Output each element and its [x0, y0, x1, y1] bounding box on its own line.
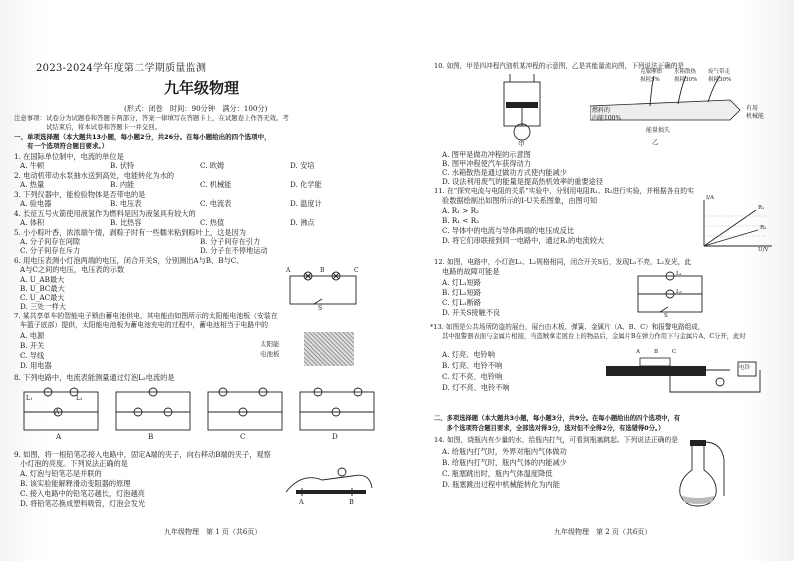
q10-loss-2: 水箱散热 — [674, 69, 697, 75]
q4-option-d[interactable]: D. 沸点 — [290, 218, 315, 227]
q13-stem: *13. 如图是公共场所防盗的展台，展台由木板、弹簧、金属片（A、B、C）和报警电路组成， — [430, 323, 705, 331]
exam-title: 2023-2024学年度第二学期质量监测 — [36, 63, 207, 74]
q11-r2-label: R₂ — [760, 225, 767, 231]
solar-label-2: 电池板 — [260, 350, 280, 358]
q12-option-a[interactable]: A. 灯L₁短路 — [442, 278, 481, 287]
q8-label-a: A — [56, 432, 62, 441]
q7-stem: 7. 某共享单车的智能电子锁由蓄电池供电，其电能由如图所示的太阳能电池板（安装在 — [14, 312, 278, 320]
q9-stem-2: 小灯泡的亮度。下列说法正确的是 — [20, 459, 128, 468]
q1-option-d[interactable]: D. 安培 — [290, 161, 315, 170]
q10-flow-label: 能量损失 — [646, 127, 671, 134]
q10-loss-3: 废气带走 — [708, 69, 731, 75]
q8-ammeter-label: A — [55, 409, 60, 416]
q14-option-a[interactable]: A. 给瓶内打气时，外界对瓶内气体做功 — [442, 447, 567, 456]
page-1-footer: 九年级物理 第 1 页（共6页） — [164, 528, 262, 536]
q5-option-c[interactable]: C. 分子间存在斥力 — [20, 246, 81, 255]
q10-useful-label-2: 机械能 — [746, 113, 765, 120]
q10-loss-2-value: 损耗30% — [674, 77, 698, 83]
q1-option-b[interactable]: B. 伏特 — [110, 161, 135, 170]
q6-option-d[interactable]: D. 三处一样大 — [20, 302, 67, 311]
q9-pencil-lead-figure — [282, 462, 378, 508]
q14-stem: 14. 如图，烧瓶内有少量的水，给瓶内打气，可看到瓶塞跳起。下列说法正确的是 — [434, 436, 679, 444]
q3-option-c[interactable]: C. 电流表 — [200, 199, 232, 208]
q7-option-d[interactable]: D. 用电器 — [20, 361, 52, 370]
q12-l2-label: L₂ — [676, 289, 682, 295]
solar-panel-photo — [304, 332, 354, 366]
q6-option-a[interactable]: A. U_AB最大 — [20, 275, 65, 284]
q5-stem: 5. 小小粽叶香，浓浓端午情，剥粽子时有一些糯米粘到粽叶上，这是因为 — [14, 228, 246, 237]
q7-option-b[interactable]: B. 开关 — [20, 341, 45, 350]
q7-stem-2: 车篮子底部）提供，太阳能电池板为蓄电池充电的过程中，蓄电池相当于电路中的 — [20, 321, 269, 329]
q8-stem: 8. 下列电路中，电流表能测量通过灯泡L₂电流的是 — [14, 373, 175, 382]
q6-circuit-figure — [284, 268, 364, 312]
solar-label-1: 太阳能 — [260, 340, 280, 348]
q9-option-c[interactable]: C. 接入电路中的铅笔芯越长，灯泡越亮 — [20, 489, 145, 498]
q8-lamp-l2: L₂ — [76, 395, 83, 402]
q2-option-b[interactable]: B. 内能 — [110, 180, 135, 189]
q12-stem: 12. 如图，电路中，小灯泡L₁、L₂规格相同，闭合开关S后，发现L₁不亮，L₂发光，此 — [434, 258, 692, 266]
q8-circuit-b[interactable] — [116, 388, 190, 430]
q14-option-d[interactable]: D. 瓶塞跳出过程中机械能转化为内能 — [442, 480, 560, 489]
q7-option-a[interactable]: A. 电源 — [20, 331, 45, 340]
q8-label-d: D — [332, 432, 338, 441]
q6-label-b: B — [320, 267, 325, 274]
q10-option-b[interactable]: B. 图甲冲程使汽车获得动力 — [442, 159, 531, 168]
q8-circuit-a[interactable] — [24, 388, 98, 430]
q6-option-c[interactable]: C. U_AC最大 — [20, 293, 65, 302]
q4-stem: 4. 长征五号火箭使用液氢作为燃料是因为液氢具有较大的 — [14, 209, 196, 218]
q5-option-d[interactable]: D. 分子在不停地运动 — [200, 246, 268, 255]
q9-label-a: A — [299, 498, 304, 506]
q9-option-a[interactable]: A. 灯泡与铅笔芯是并联的 — [20, 469, 102, 478]
exam-format: (形式：闭卷 时间：90分钟 满分：100分) — [124, 104, 268, 113]
q1-option-a[interactable]: A. 牛顿 — [20, 161, 45, 170]
q11-r1-label: R₁ — [758, 205, 765, 211]
q10-stem: 10. 如图，甲是四冲程汽油机某冲程的示意图，乙是其能量流向图，下列说法正确的是 — [434, 62, 684, 70]
q9-stem: 9. 如图，将一根铅笔芯接入电路中，固定A端的夹子，向右移动B端的夹子，观察 — [14, 450, 271, 459]
q7-option-c[interactable]: C. 导线 — [20, 351, 45, 360]
q12-l1-label: L₁ — [676, 271, 682, 277]
q10-label-yi: 乙 — [652, 138, 659, 146]
q2-option-a[interactable]: A. 热量 — [20, 180, 45, 189]
q9-option-b[interactable]: B. 该实验能解释滑动变阻器的原理 — [20, 479, 131, 488]
q10-engine-figure — [490, 72, 560, 148]
q14-option-b[interactable]: B. 给瓶内打气时，瓶内气体的内能减少 — [442, 458, 567, 467]
q12-option-c[interactable]: C. 灯L₁断路 — [442, 298, 482, 307]
page-2-footer: 九年级物理 第 2 页（共6页） — [554, 528, 652, 536]
q8-circuit-d[interactable] — [300, 388, 374, 430]
section-1-heading-2: 有一个选项符合题目要求。） — [14, 142, 109, 150]
q13-label-a: A — [636, 349, 640, 355]
q3-option-b[interactable]: B. 电压表 — [110, 199, 142, 208]
q6-stem-2: A与C之间的电压，电压表的示数 — [20, 265, 125, 274]
q6-label-a: A — [286, 267, 291, 274]
q12-s-label: S — [664, 313, 668, 319]
q10-loss-1: 克服摩擦 — [640, 69, 663, 75]
q5-option-a[interactable]: A. 分子间存在间隙 — [20, 237, 81, 246]
q14-flask-figure — [672, 440, 736, 510]
q10-loss-3-value: 损耗30% — [708, 77, 732, 83]
q12-circuit-figure — [630, 270, 710, 320]
q2-option-c[interactable]: C. 机械能 — [200, 180, 232, 189]
q4-option-a[interactable]: A. 体积 — [20, 218, 45, 227]
q13-option-d[interactable]: D. 灯不亮、电铃不响 — [442, 383, 510, 392]
q3-option-d[interactable]: D. 温度计 — [290, 199, 322, 208]
q6-stem: 6. 用电压表测小灯泡两端的电压，闭合开关S，分别测出A与B、B与C、 — [14, 256, 244, 265]
q10-energy-flow-figure — [590, 70, 776, 150]
q8-label-c: C — [240, 432, 246, 441]
q6-option-b[interactable]: B. U_BC最大 — [20, 284, 65, 293]
q10-fuel-label: 燃料的 — [592, 107, 611, 114]
q12-option-d[interactable]: D. 开关S接触不良 — [442, 308, 501, 317]
q13-label-c: C — [672, 349, 677, 355]
q8-lamp-l1: L₁ — [26, 395, 33, 402]
q10-loss-1-value: 损耗5% — [640, 77, 660, 83]
q10-useful-label: 有用 — [746, 105, 759, 112]
q13-option-c[interactable]: C. 灯不亮、电铃响 — [442, 372, 503, 381]
q11-i-axis: I/A — [706, 195, 714, 201]
q14-option-c[interactable]: C. 瓶塞跳出时，瓶内气体温度降低 — [442, 469, 553, 478]
notice-line-2: 试结束后，将本试卷和答题卡一并交回。 — [14, 123, 161, 131]
section-2-heading: 二、多项选择题（本大题共3小题，每小题3分，共9分。在每小题给出的四个选项中，有 — [434, 415, 681, 422]
q1-option-c[interactable]: C. 欧姆 — [200, 161, 225, 170]
q10-option-a[interactable]: A. 图甲是做功冲程的示意图 — [442, 150, 531, 159]
q6-label-s: S — [318, 305, 323, 312]
q13-option-a[interactable]: A. 灯亮、电铃响 — [442, 350, 495, 359]
page-2 — [404, 0, 782, 561]
q11-stem-2: 验数据绘制出如图所示的I-U关系图象，由图可知 — [442, 196, 598, 205]
q2-stem: 2. 电动机带动水泵抽水送到高处，电能转化为水的 — [14, 171, 175, 180]
q4-option-c[interactable]: C. 热值 — [200, 218, 225, 227]
q10-fuel-label-2: 内能100% — [592, 115, 622, 122]
q6-label-c: C — [354, 267, 359, 274]
notice-line-1: 注意事项：试卷分为试题卷和答题卡两部分，答案一律填写在答题卡上，在试题卷上作答无效。考 — [14, 114, 289, 122]
q10-label-jia: 甲 — [518, 140, 525, 148]
subject-title: 九年级物理 — [164, 79, 240, 97]
q9-option-d[interactable]: D. 将铅笔芯换成塑料吸管，灯泡会发光 — [20, 499, 146, 508]
q12-stem-2: 电路的故障可能是 — [442, 267, 500, 276]
q10-option-d[interactable]: D. 设法利用废气的能量是提高热机效率的重要途径 — [442, 177, 604, 186]
q5-option-b[interactable]: B. 分子间存在引力 — [200, 237, 261, 246]
q11-u-axis: U/V — [758, 247, 769, 253]
q11-option-d[interactable]: D. 将它们串联接到同一电路中，通过R₁的电流较大 — [442, 236, 605, 245]
q13-bell-label: 电铃 — [739, 365, 751, 371]
q8-circuit-options — [18, 386, 390, 442]
q3-stem: 3. 下列仪器中，能检验物体是否带电的是 — [14, 190, 146, 199]
q9-label-b: B — [349, 498, 354, 506]
q10-option-c[interactable]: C. 水箱散热是通过做功方式使内能减少 — [442, 168, 567, 177]
q4-option-b[interactable]: B. 比热容 — [110, 218, 142, 227]
q12-option-b[interactable]: B. 灯L₂短路 — [442, 288, 482, 297]
q11-option-c[interactable]: C. 导体中的电流与导体两端的电压成反比 — [442, 226, 575, 235]
q2-option-d[interactable]: D. 化学能 — [290, 180, 322, 189]
section-2-heading-2: 多个选项符合题目要求，全部选对得3分，选对但不全得2分，有选错得0分。） — [434, 425, 665, 432]
q11-option-a[interactable]: A. R₁ > R₂ — [442, 206, 479, 215]
q13-alarm-figure — [600, 349, 776, 400]
q13-label-b: B — [654, 349, 659, 355]
q8-circuit-c[interactable] — [208, 388, 282, 430]
q8-label-b: B — [148, 432, 154, 441]
q3-option-a[interactable]: A. 验电器 — [20, 199, 52, 208]
q11-option-b[interactable]: B. R₁ < R₂ — [442, 216, 480, 225]
page-1 — [14, 0, 396, 561]
q13-option-b[interactable]: B. 灯亮、电铃不响 — [442, 361, 503, 370]
q11-iu-graph — [696, 196, 776, 256]
q11-stem: 11. 在“探究电流与电阻的关系”实验中，分别用电阻R₁、R₂进行实验，并根据各自的实 — [434, 187, 694, 195]
section-1-heading: 一、单项选择题（本大题共13小题，每小题2分，共26分。在每小题给出的四个选项中， — [14, 133, 271, 141]
q13-stem-2: 其中报警器表面与金属片相接，当盗贼拿走展台上的物品后，金属片B在弹力作用下与金属片A、C分开，此时 — [442, 333, 746, 340]
q1-stem: 1. 在国际单位制中，电流的单位是 — [14, 152, 124, 161]
